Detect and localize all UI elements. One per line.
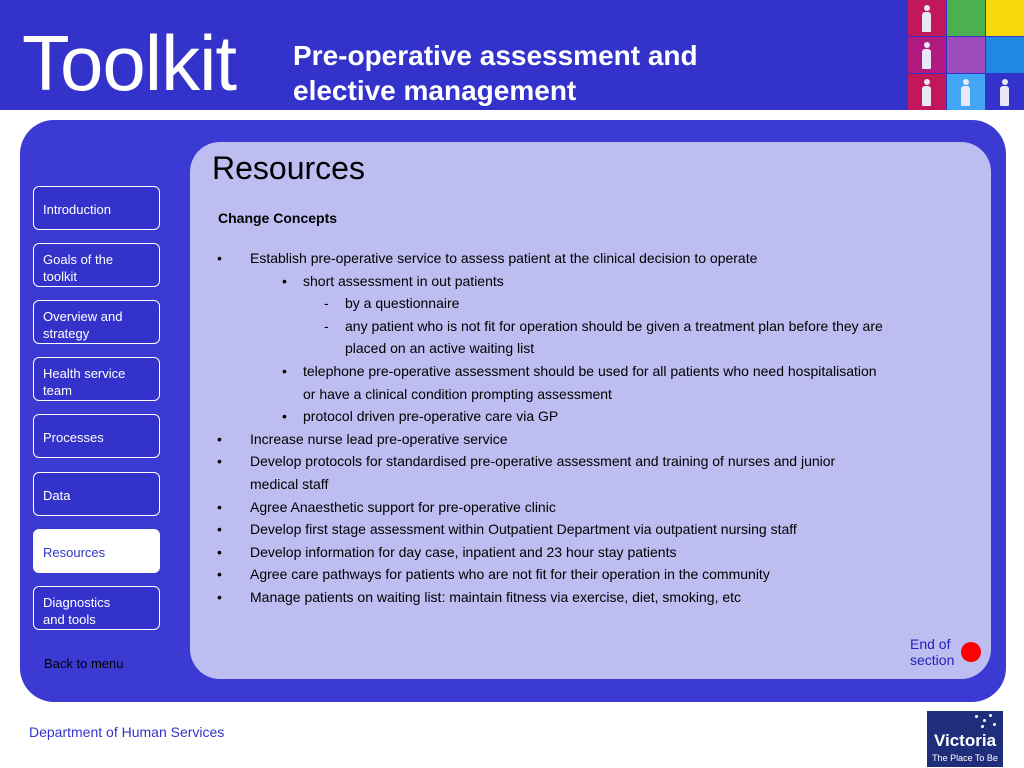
victoria-logo-tagline: The Place To Be xyxy=(932,753,998,763)
person-icon xyxy=(922,79,931,106)
bullet-text: any patient who is not fit for operation should be given a treatment plan before they are xyxy=(345,317,883,334)
sidebar-item-7[interactable]: Resources xyxy=(33,529,160,573)
bullet-marker: • xyxy=(217,543,222,560)
end-section-dot-icon[interactable] xyxy=(961,642,981,662)
bullet-marker: • xyxy=(217,250,222,266)
bullet-text: Agree care pathways for patients who are not fit for their operation in the community xyxy=(250,566,770,583)
mosaic-tile xyxy=(908,74,946,110)
mosaic-tile xyxy=(986,0,1024,36)
bullet-marker: - xyxy=(324,317,329,334)
sidebar-item-8[interactable]: Diagnostics and tools xyxy=(33,586,160,630)
bullet-marker: • xyxy=(282,272,287,289)
mosaic-tile xyxy=(908,0,946,36)
bullet-marker: • xyxy=(282,408,287,425)
sidebar-item-5[interactable]: Processes xyxy=(33,414,160,458)
bullet-text: telephone pre-operative assessment should be used for all patients who need hospitalisation xyxy=(303,363,877,379)
toolkit-brand: Toolkit xyxy=(22,19,237,107)
end-of-section-link[interactable]: End of section xyxy=(910,636,955,668)
department-name: Department of Human Services xyxy=(29,724,225,740)
bullet-marker: • xyxy=(217,430,222,447)
bullet-text: Establish pre-operative service to assess patient at the clinical decision to operate xyxy=(250,250,758,266)
bullet-text: Develop information for day case, inpatient and 23 hour stay patients xyxy=(250,543,677,560)
change-concepts-heading: Change Concepts xyxy=(218,210,338,226)
subtitle-line-2: elective management xyxy=(293,75,577,106)
people-mosaic-logo xyxy=(908,0,1024,110)
sidebar-item-4[interactable]: Health service team xyxy=(33,357,160,401)
bullet-text: short assessment in out patients xyxy=(303,272,504,289)
page-subtitle xyxy=(293,38,698,108)
section-title: Resources xyxy=(212,150,365,186)
bullet-text: or have a clinical condition prompting assessment xyxy=(303,385,612,402)
bullet-text: placed on an active waiting list xyxy=(345,340,535,357)
mosaic-tile xyxy=(986,74,1024,110)
back-to-menu-link[interactable]: Back to menu xyxy=(44,656,124,671)
bullet-marker: • xyxy=(217,453,222,470)
bullet-text: by a questionnaire xyxy=(345,295,460,312)
bullet-text: medical staff xyxy=(250,476,329,492)
bullet-marker: • xyxy=(217,498,222,515)
bullet-text: Increase nurse lead pre-operative service xyxy=(250,430,508,447)
person-icon xyxy=(922,42,931,69)
bullet-marker: • xyxy=(282,363,287,379)
person-icon xyxy=(961,79,970,106)
person-icon xyxy=(922,5,931,32)
header-bar xyxy=(0,0,1024,110)
bullet-marker: • xyxy=(217,566,222,583)
bullet-text: protocol driven pre-operative care via GP xyxy=(303,408,559,425)
mosaic-tile xyxy=(986,37,1024,73)
mosaic-tile xyxy=(947,0,985,36)
bullet-text: Manage patients on waiting list: maintain fitness via exercise, diet, smoking, etc xyxy=(250,589,742,605)
bullet-marker: • xyxy=(217,589,222,605)
bullet-marker: • xyxy=(217,521,222,538)
bullet-text: Develop first stage assessment within Outpatient Department via outpatient nursing staff xyxy=(250,521,797,538)
subtitle-line-1: Pre-operative assessment and xyxy=(293,40,698,71)
mosaic-tile xyxy=(947,37,985,73)
person-icon xyxy=(1000,79,1009,106)
sidebar-item-3[interactable]: Overview and strategy xyxy=(33,300,160,344)
bullet-text: Agree Anaesthetic support for pre-operative clinic xyxy=(250,498,556,515)
bullet-text: Develop protocols for standardised pre-operative assessment and training of nurses and junior xyxy=(250,453,836,470)
victoria-logo xyxy=(927,711,1003,767)
bullet-marker: - xyxy=(324,295,329,312)
mosaic-tile xyxy=(947,74,985,110)
sidebar-item-6[interactable]: Data xyxy=(33,472,160,516)
victoria-logo-name: Victoria xyxy=(933,731,997,750)
mosaic-tile xyxy=(908,37,946,73)
sidebar-item-1[interactable]: Introduction xyxy=(33,186,160,230)
sidebar-item-2[interactable]: Goals of the toolkit xyxy=(33,243,160,287)
